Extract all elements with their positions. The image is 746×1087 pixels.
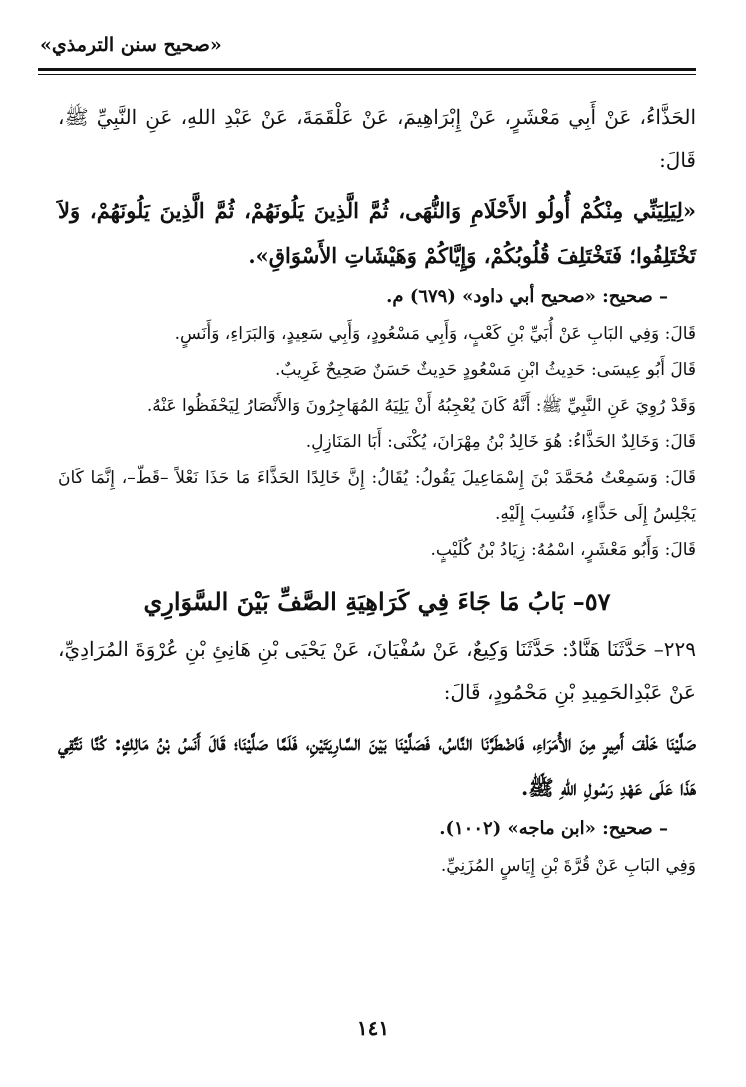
commentary-paragraph: قَالَ: وَسَمِعْتُ مُحَمَّدَ بْنَ إِسْمَاعِيلَ يَقُولُ: يُقَالُ: إِنَّ خَالِدًا الحَذَّاءَ مَا حَذَا نَعْلاً –قَطّ–، إِنَّمَا كَانَ يَجْلِسُ إِلَى حَذَّاءٍ، فَنُسِبَ إِلَيْهِ. <box>58 468 696 524</box>
header-rule <box>38 68 696 71</box>
commentary-line: قَالَ أَبُو عِيسَى: حَدِيثُ ابْنِ مَسْعُودٍ حَدِيثٌ حَسَنٌ صَحِيحٌ غَرِيبٌ. <box>274 360 696 380</box>
commentary-line: وَقَدْ رُوِيَ عَنِ النَّبِيِّ ﷺ: أَنَّهُ كَانَ يُعْجِبُهُ أَنْ يَلِيَهُ المُهَاجِرُونَ وَالأَنْصَارُ لِيَحْفَظُوا عَنْهُ. <box>146 396 696 416</box>
isnad-paragraph: الحَذَّاءُ، عَنْ أَبِي مَعْشَرٍ، عَنْ إِبْرَاهِيمَ، عَنْ عَلْقَمَةَ، عَنْ عَبْدِ اللهِ، عَنِ النَّبِيِّ ﷺ، قَالَ: <box>58 105 696 172</box>
page-body <box>58 96 696 884</box>
commentary-line: قَالَ: وَفِي البَابِ عَنْ أُبَيِّ بْنِ كَعْبٍ، وَأَبِي مَسْعُودٍ، وَأَبِي سَعِيدٍ، وَالبَرَاءِ، وَأَنَسٍ. <box>174 324 696 344</box>
commentary-line: قَالَ: وَخَالِدٌ الحَذَّاءُ: هُوَ خَالِدُ بْنُ مِهْرَانَ، يُكْنَى: أَبَا المَنَازِلِ. <box>305 432 696 452</box>
grading-note: – صحيح: «ابن ماجه» (١٠٠٢). <box>439 818 668 839</box>
page-number: ١٤١ <box>356 1016 390 1040</box>
commentary-line: قَالَ: وَأَبُو مَعْشَرٍ، اسْمُهُ: زِيَادُ بْنُ كُلَيْبٍ. <box>430 540 696 560</box>
header-rule-thin <box>38 74 696 75</box>
commentary-line: وَفِي البَابِ عَنْ قُرَّةَ بْنِ إِيَاسٍ المُزَنِيِّ. <box>440 856 696 876</box>
running-header: «صحيح سنن الترمذي» <box>40 34 222 56</box>
hadith-text: «لِيَلِيَنِّي مِنْكُمْ أُولُو الأَحْلَامِ وَالنُّهَى، ثُمَّ الَّذِينَ يَلُونَهُمْ، ثُمَّ الَّذِينَ يَلُونَهُمْ، وَلاَ تَخْتَلِفُوا؛ فَتَخْتَلِفَ قُلُوبُكُمْ، وَإِيَّاكُمْ وَهَيْشَاتِ الأَسْوَاقِ». <box>58 198 696 268</box>
grading-note: – صحيح: «صحيح أبي داود» (٦٧٩) م. <box>386 286 668 307</box>
chapter-title: ٥٧– بَابُ مَا جَاءَ فِي كَرَاهِيَةِ الصَّفِّ بَيْنَ السَّوَارِي <box>143 587 611 616</box>
isnad-paragraph: ٢٢٩– حَدَّثَنَا هَنَّادٌ: حَدَّثَنَا وَكِيعٌ، عَنْ سُفْيَانَ، عَنْ يَحْيَى بْنِ هَانِئِ بْنِ عُرْوَةَ المُرَادِيِّ، عَنْ عَبْدِالحَمِيدِ بْنِ مَحْمُودٍ، قَالَ: <box>58 637 696 704</box>
hadith-text: صَلَّيْنَا خَلْفَ أَمِيرٍ مِنَ الأُمَرَاءِ، فَاضْطَرَّنَا النَّاسُ، فَصَلَّيْنَا بَيْنَ السَّارِيَتَيْنِ، فَلَمَّا صَلَّيْنَا؛ قَالَ أَنَسُ بْنُ مَالِكٍ: كُنَّا نَتَّقِي هَذَا عَلَى عَهْدِ رَسُولِ اللهِ ﷺ. <box>58 730 696 800</box>
